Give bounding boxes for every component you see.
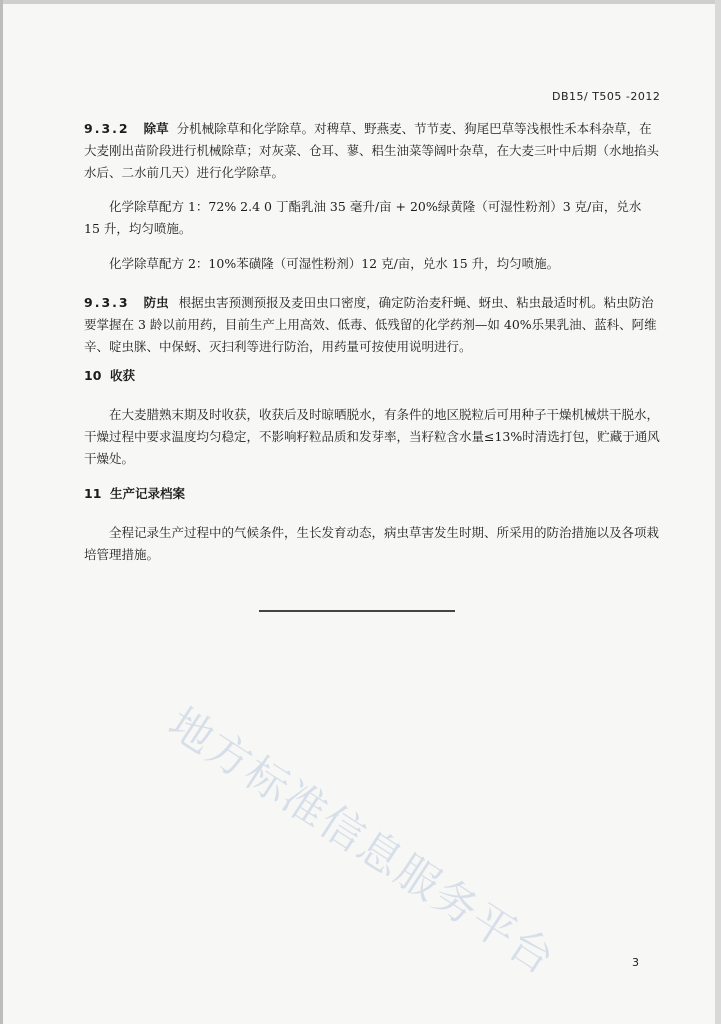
herbicide-formula-1: 化学除草配方 1：72% 2.4 0 丁酯乳油 35 毫升/亩 + 20%绿黄隆（可湿性粉剂）3 克/亩，兑水 15 升，均匀喷施。: [84, 199, 642, 236]
section-title: 防虫: [143, 295, 169, 310]
section-number: 9.3.3: [84, 295, 130, 310]
end-rule: [259, 610, 455, 612]
section-11-text: 全程记录生产过程中的气候条件，生长发育动态，病虫草害发生时期、所采用的防治措施以及各项栽培管理措施。: [84, 525, 660, 562]
section-number: 9.3.2: [84, 121, 130, 136]
section-number: 11: [84, 486, 102, 501]
section-title: 除草: [143, 121, 169, 136]
page-number: 3: [632, 956, 639, 969]
section-10-text: 在大麦腊熟末期及时收获，收获后及时晾晒脱水，有条件的地区脱粒后可用种子干燥机械烘干脱水，干燥过程中要求温度均匀稳定，不影响籽粒品质和发芽率，当籽粒含水量≤13%时清选打包，贮藏于通风干燥处。: [84, 407, 660, 466]
section-11-heading: [84, 484, 185, 502]
scan-edge-left: [0, 0, 3, 1024]
watermark: 地方标准信息服务平台: [159, 698, 565, 986]
scan-edge-right: [715, 0, 721, 1024]
section-number: 10: [84, 368, 102, 383]
section-text: 分机械除草和化学除草。对稗草、野燕麦、节节麦、狗尾巴草等浅根性禾本科杂草，在大麦刚出苗阶段进行机械除草；对灰菜、仓耳、蓼、稆生油菜等阔叶杂草，在大麦三叶中后期（水地掐头水后、二水前几天）进行化学除草。: [84, 121, 660, 180]
section-10-heading: [84, 366, 135, 384]
section-title: 收获: [110, 368, 136, 383]
document-code: DB15/ T505 -2012: [552, 90, 661, 103]
section-title: 生产记录档案: [110, 486, 186, 501]
section-9-3-2: [84, 118, 660, 184]
section-text: 根据虫害预测预报及麦田虫口密度，确定防治麦秆蝇、蚜虫、粘虫最适时机。粘虫防治要掌握在 3 龄以前用药，目前生产上用高效、低毒、低残留的化学药剂—如 40%乐果乳油、蓝科、阿维辛、啶虫脒、中保蚜、灭扫利等进行防治，用药量可按使用说明进行。: [84, 295, 657, 354]
scan-edge-top: [0, 0, 721, 4]
section-9-3-3: [84, 292, 660, 358]
herbicide-formula-2: 化学除草配方 2：10%苯磺隆（可湿性粉剂）12 克/亩，兑水 15 升，均匀喷施。: [109, 256, 560, 271]
